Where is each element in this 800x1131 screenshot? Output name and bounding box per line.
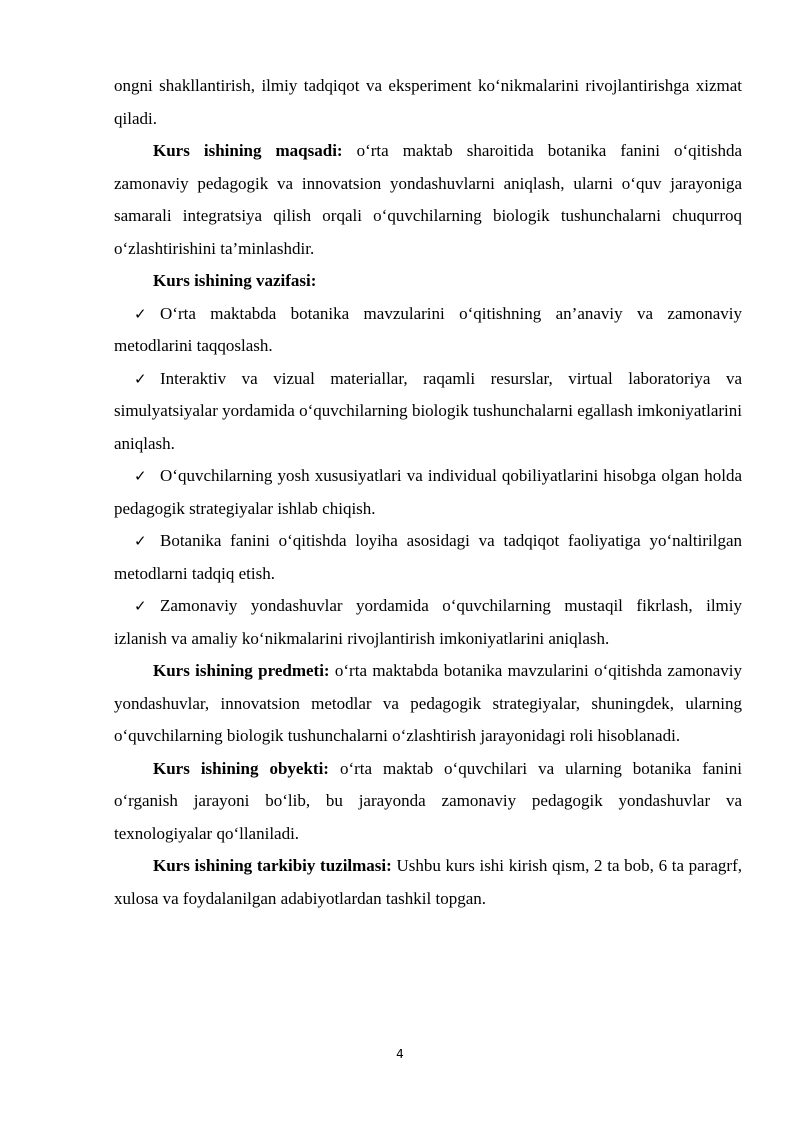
task-item-text: Botanika fanini o‘qitishda loyiha asosidagi va tadqiqot faoliyatiga yo‘naltirilgan metodlarni tadqiq etish. xyxy=(114,531,742,583)
task-item-text: O‘quvchilarning yosh xususiyatlari va individual qobiliyatlarini hisobga olgan holda pedagogik strategiyalar ishlab chiqish. xyxy=(114,466,742,518)
checkmark-icon: ✓ xyxy=(134,304,147,323)
tasks-heading: Kurs ishining vazifasi: xyxy=(153,271,317,290)
task-item-text: Zamonaviy yondashuvlar yordamida o‘quvchilarning mustaqil fikrlash, ilmiy izlanish va amaliy ko‘nikmalarini rivojlantirish imkoniyatlarini aniqlash. xyxy=(114,596,742,648)
tasks-heading-paragraph xyxy=(114,265,742,298)
subject-text: o‘rta maktabda botanika mavzularini o‘qitishda zamonaviy yondashuvlar, innovatsion metodlar va pedagogik strategiyalar, shuningdek, ularning o‘quvchilarning biologik tushunchalarni o‘zlashtirish jarayonidagi roli hisoblanadi. xyxy=(114,661,742,745)
task-item-text: O‘rta maktabda botanika mavzularini o‘qitishning an’anaviy va zamonaviy metodlarini taqqoslash. xyxy=(114,303,742,355)
purpose-heading: Kurs ishining maqsadi: xyxy=(153,141,343,160)
body-text xyxy=(114,70,742,915)
intro-continuation-text: ongni shakllantirish, ilmiy tadqiqot va eksperiment ko‘nikmalarini rivojlantirishga xizmat qiladi. xyxy=(114,76,742,128)
task-item xyxy=(114,525,742,590)
checkmark-icon: ✓ xyxy=(134,532,147,550)
intro-continuation-paragraph xyxy=(114,70,742,135)
subject-paragraph xyxy=(114,655,742,753)
purpose-paragraph xyxy=(114,135,742,265)
structure-paragraph xyxy=(114,850,742,915)
checkmark-icon: ✓ xyxy=(134,597,147,615)
subject-heading: Kurs ishining predmeti: xyxy=(153,661,330,680)
purpose-text: o‘rta maktab sharoitida botanika fanini o‘qitishda zamonaviy pedagogik va innovatsion yondashuvlarni aniqlash, ularni o‘quv jarayoniga samarali integratsiya qilish orqali o‘quvchilarning biologik tushunchalarni chuqurroq o‘zlashtirishini ta’minlashdir. xyxy=(114,141,742,258)
structure-text: Ushbu kurs ishi kirish qism, 2 ta bob, 6 ta paragrf, xulosa va foydalanilgan adabiyotlardan tashkil topgan. xyxy=(114,856,742,908)
task-item xyxy=(114,460,742,525)
checkmark-icon: ✓ xyxy=(134,467,147,485)
task-item xyxy=(114,590,742,655)
object-heading: Kurs ishining obyekti: xyxy=(153,758,329,778)
object-text: o‘rta maktab o‘quvchilari va ularning botanika fanini o‘rganish jarayoni bo‘lib, bu jarayonda zamonaviy pedagogik yondashuvlar va texnologiyalar qo‘llaniladi. xyxy=(114,758,742,843)
page-number: 4 xyxy=(396,1047,404,1061)
object-paragraph xyxy=(114,753,742,851)
checkmark-icon: ✓ xyxy=(134,369,147,388)
task-item xyxy=(114,363,742,461)
task-item xyxy=(114,298,742,363)
structure-heading: Kurs ishining tarkibiy tuzilmasi: xyxy=(153,856,392,875)
task-item-text: Interaktiv va vizual materiallar, raqamli resurslar, virtual laboratoriya va simulyatsiyalar yordamida o‘quvchilarning biologik tushunchalarni egallash imkoniyatlarini aniqlash. xyxy=(114,368,742,453)
